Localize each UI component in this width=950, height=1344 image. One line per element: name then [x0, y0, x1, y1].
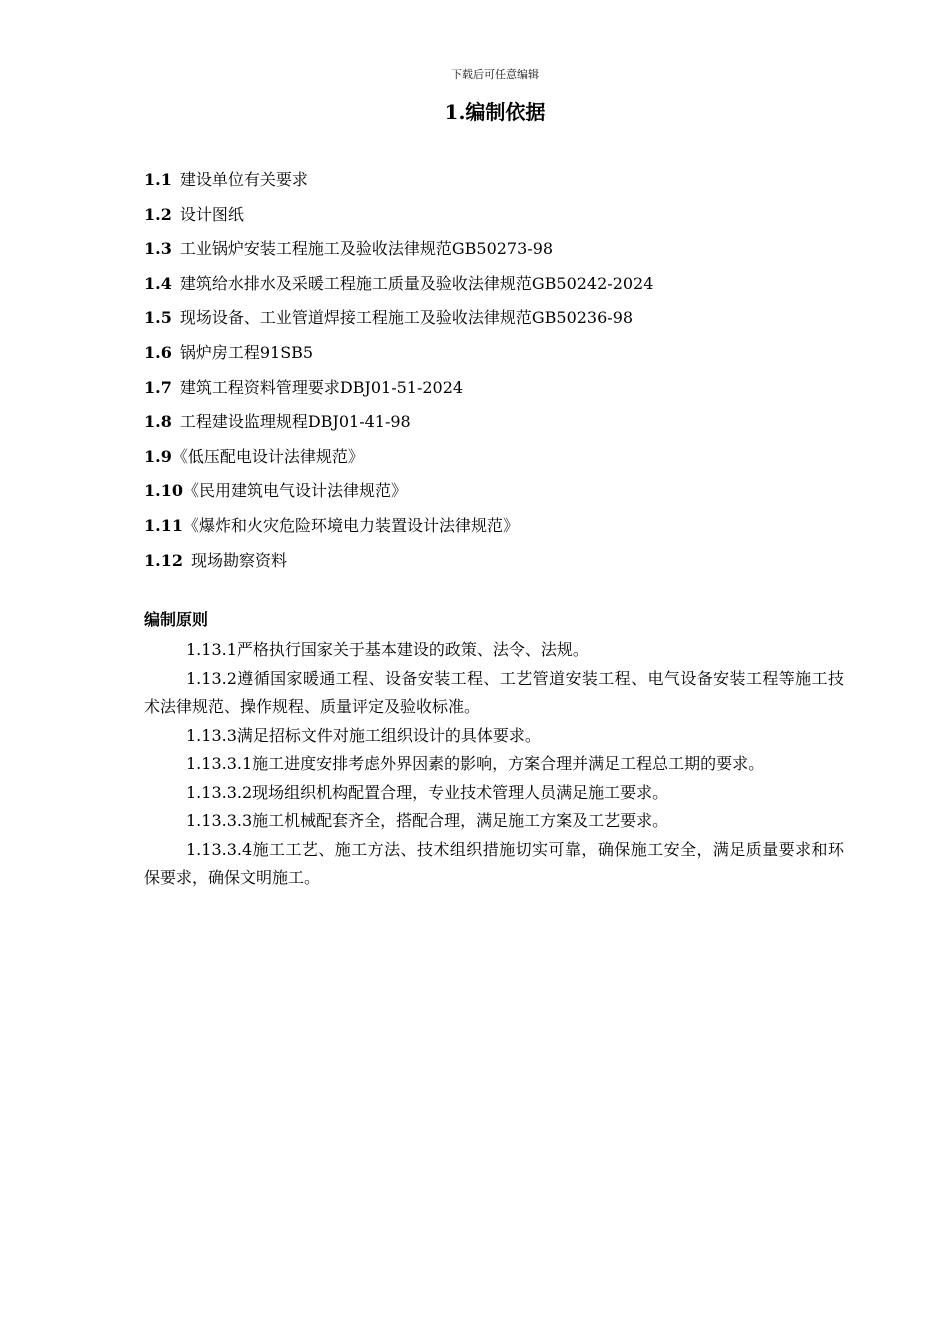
item-number: 1.3 — [144, 239, 172, 259]
list-item — [144, 341, 844, 376]
item-number: 1.8 — [144, 412, 172, 432]
item-number: 1.12 — [144, 550, 183, 570]
principle-paragraph: 1.13.3.3施工机械配套齐全，搭配合理，满足施工方案及工艺要求。 — [186, 811, 669, 830]
item-text: 锅炉房工程91SB5 — [179, 342, 314, 362]
header-note: 下载后可任意编辑 — [451, 68, 539, 81]
item-text: 《爆炸和火灾危险环境电力装置设计法律规范》 — [182, 515, 519, 535]
list-item — [144, 168, 844, 203]
item-number: 1.7 — [144, 377, 172, 397]
item-number: 1.2 — [144, 204, 172, 224]
principle-paragraph: 1.13.3.4施工工艺、施工方法、技术组织措施切实可靠，确保施工安全，满足质量要求和环保要求，确保文明施工。 — [144, 839, 844, 887]
list-item — [144, 272, 844, 307]
principle-paragraph: 1.13.3.2现场组织机构配置合理，专业技术管理人员满足施工要求。 — [186, 782, 669, 802]
item-number: 1.6 — [144, 342, 172, 362]
page-title: 1.编制依据 — [444, 100, 546, 124]
list-item — [144, 549, 844, 584]
item-number: 1.4 — [144, 273, 172, 293]
list-item — [144, 410, 844, 445]
item-text: 《民用建筑电气设计法律规范》 — [182, 481, 407, 501]
list-item — [144, 203, 844, 238]
item-number: 1.11 — [144, 515, 183, 535]
principle-paragraph: 1.13.1严格执行国家关于基本建设的政策、法令、法规。 — [186, 640, 589, 659]
item-text: 现场设备、工业管道焊接工程施工及验收法律规范GB50236-98 — [179, 308, 634, 328]
item-text: 工业锅炉安装工程施工及验收法律规范GB50273-98 — [179, 239, 554, 259]
list-item — [144, 306, 844, 341]
principle-paragraph: 1.13.3.1施工进度安排考虑外界因素的影响，方案合理并满足工程总工期的要求。 — [186, 754, 765, 773]
list-item — [144, 514, 844, 549]
item-text: 建筑工程资料管理要求DBJ01-51-2024 — [179, 377, 464, 397]
item-text: 建筑给水排水及采暖工程施工质量及验收法律规范GB50242-2024 — [179, 273, 654, 293]
item-text: 现场勘察资料 — [190, 550, 287, 570]
item-text: 设计图纸 — [179, 204, 244, 224]
principles-section — [144, 636, 844, 893]
item-number: 1.10 — [144, 481, 183, 501]
list-item — [144, 237, 844, 272]
principle-paragraph: 1.13.2遵循国家暖通工程、设备安装工程、工艺管道安装工程、电气设备安装工程等施工技术法律规范、操作规程、质量评定及验收标准。 — [144, 668, 844, 716]
item-number: 1.9 — [144, 446, 172, 466]
principles-heading: 编制原则 — [144, 610, 209, 629]
list-item — [144, 376, 844, 411]
item-number: 1.5 — [144, 308, 172, 328]
basis-list — [144, 168, 844, 583]
item-text: 工程建设监理规程DBJ01-41-98 — [179, 412, 411, 432]
item-text: 建设单位有关要求 — [179, 170, 308, 189]
item-number: 1.1 — [144, 170, 172, 189]
item-text: 《低压配电设计法律规范》 — [171, 446, 364, 466]
list-item — [144, 445, 844, 480]
principle-paragraph: 1.13.3满足招标文件对施工组织设计的具体要求。 — [186, 725, 541, 745]
list-item — [144, 479, 844, 514]
